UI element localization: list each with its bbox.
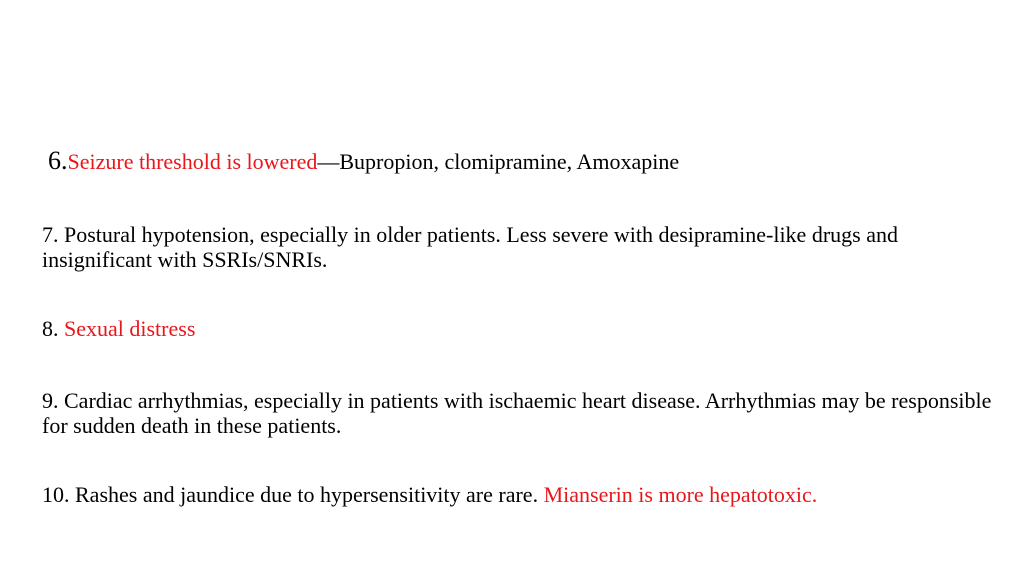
list-item-9 [42, 388, 1002, 438]
item-text: 7. Postural hypotension, especially in older patients. Less severe with desipramine-like drugs and insignificant with SSRIs/SNRIs. [42, 222, 898, 272]
list-item-10 [42, 482, 1002, 507]
highlighted-text: Mianserin is more hepatotoxic. [543, 482, 818, 507]
list-item-8 [42, 316, 1002, 341]
item-number: 8. [42, 316, 64, 341]
list-item-6 [48, 148, 1008, 174]
item-text: 9. Cardiac arrhythmias, especially in patients with ischaemic heart disease. Arrhythmias may be responsible for sudden death in these patients. [42, 388, 992, 438]
list-item-7 [42, 222, 1002, 272]
item-text: 10. Rashes and jaundice due to hypersensitivity are rare. [42, 482, 544, 507]
item-number: 6. [48, 146, 68, 175]
highlighted-text: Seizure threshold is lowered [67, 149, 318, 174]
highlighted-text: Sexual distress [64, 316, 196, 341]
item-text: —Bupropion, clomipramine, Amoxapine [317, 149, 680, 174]
